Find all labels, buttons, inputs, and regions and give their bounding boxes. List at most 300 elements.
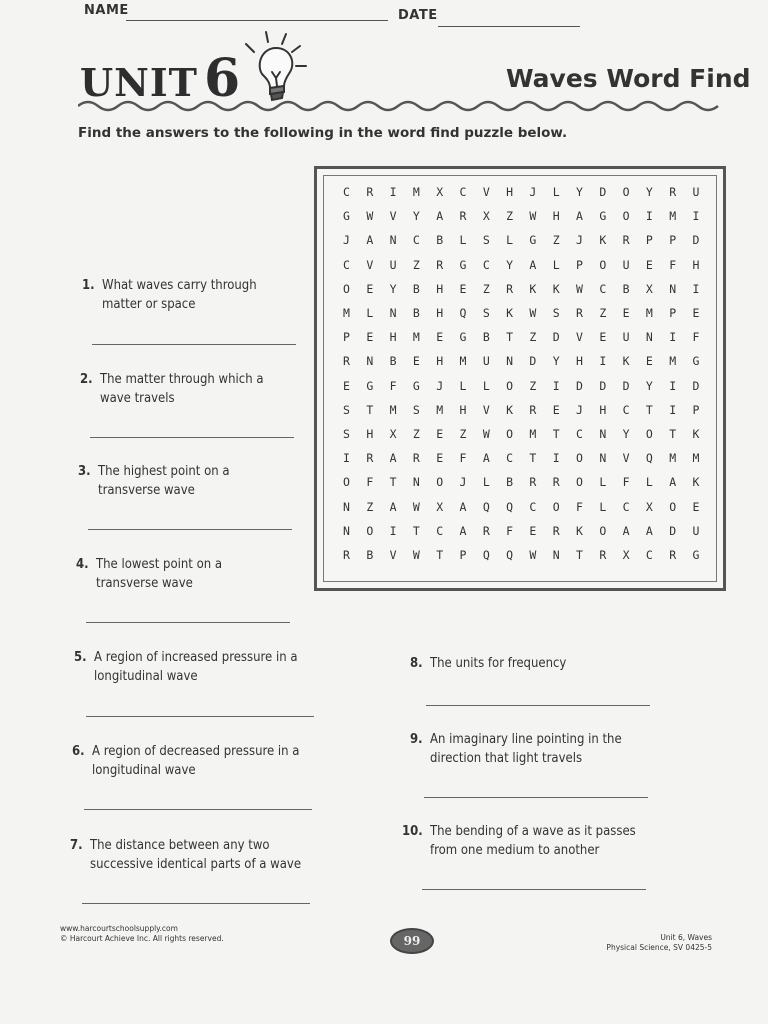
puzzle-letter[interactable]: E	[622, 306, 630, 320]
puzzle-letter[interactable]: A	[366, 233, 374, 248]
puzzle-letter[interactable]: O	[576, 451, 583, 466]
puzzle-letter[interactable]: R	[529, 475, 537, 490]
question-7	[70, 836, 301, 874]
puzzle-letter[interactable]: C	[622, 402, 630, 417]
puzzle-letter[interactable]: K	[692, 427, 700, 441]
puzzle-letter[interactable]: U	[622, 330, 630, 345]
puzzle-letter[interactable]: O	[669, 499, 677, 514]
puzzle-letter[interactable]: R	[343, 354, 350, 369]
puzzle-letter[interactable]: B	[389, 354, 397, 369]
puzzle-letter[interactable]: S	[482, 233, 490, 248]
answer-line-3[interactable]	[88, 529, 292, 530]
puzzle-letter[interactable]: Z	[412, 257, 420, 272]
puzzle-letter[interactable]: R	[669, 185, 677, 199]
puzzle-letter[interactable]: Q	[506, 548, 514, 562]
puzzle-letter[interactable]: T	[529, 451, 537, 466]
puzzle-letter[interactable]: G	[692, 548, 700, 562]
puzzle-letter[interactable]: X	[645, 281, 653, 296]
puzzle-letter[interactable]: P	[669, 233, 677, 248]
puzzle-letter[interactable]: I	[669, 330, 677, 345]
puzzle-letter[interactable]: N	[599, 427, 607, 441]
question-1	[82, 276, 257, 314]
answer-line-8[interactable]	[426, 705, 650, 706]
puzzle-letter[interactable]: E	[366, 330, 374, 345]
puzzle-letter[interactable]: Y	[412, 209, 420, 224]
puzzle-letter[interactable]: F	[366, 475, 374, 490]
puzzle-letter[interactable]: S	[343, 402, 350, 417]
puzzle-letter[interactable]: J	[576, 233, 583, 248]
puzzle-letter[interactable]: Z	[459, 427, 467, 441]
puzzle-letter[interactable]: N	[389, 306, 397, 320]
puzzle-letter[interactable]: Z	[482, 281, 490, 296]
puzzle-letter[interactable]: B	[622, 281, 630, 296]
puzzle-letter[interactable]: C	[343, 257, 350, 272]
puzzle-letter[interactable]: Z	[552, 233, 560, 248]
puzzle-letter[interactable]: C	[576, 427, 583, 441]
question-number: 1.	[82, 278, 95, 293]
puzzle-letter[interactable]: I	[389, 185, 397, 199]
puzzle-letter[interactable]: E	[529, 523, 537, 538]
puzzle-letter[interactable]: U	[692, 523, 700, 538]
puzzle-letter[interactable]: H	[366, 427, 374, 441]
puzzle-letter[interactable]: M	[412, 185, 420, 199]
instructions: Find the answers to the following in the word find puzzle below.	[78, 125, 568, 141]
puzzle-letter[interactable]: C	[343, 185, 350, 199]
puzzle-letter[interactable]: R	[482, 523, 490, 538]
puzzle-letter[interactable]: Q	[482, 548, 490, 562]
puzzle-letter[interactable]: I	[669, 402, 677, 417]
puzzle-letter[interactable]: W	[412, 499, 420, 514]
question-number: 6.	[72, 744, 85, 759]
question-number: 2.	[80, 372, 93, 387]
puzzle-letter[interactable]: O	[599, 257, 607, 272]
puzzle-letter[interactable]: L	[482, 475, 490, 490]
puzzle-letter[interactable]: S	[482, 306, 490, 320]
puzzle-letter[interactable]: B	[366, 548, 374, 562]
puzzle-letter[interactable]: E	[436, 330, 444, 345]
puzzle-letter[interactable]: S	[343, 427, 350, 441]
puzzle-letter[interactable]: T	[366, 402, 374, 417]
puzzle-letter[interactable]: P	[576, 257, 583, 272]
wave-divider	[78, 96, 728, 116]
puzzle-letter[interactable]: N	[412, 475, 420, 490]
puzzle-letter[interactable]: F	[669, 257, 677, 272]
question-number: 4.	[76, 557, 89, 572]
puzzle-letter[interactable]: U	[692, 185, 700, 199]
puzzle-letter[interactable]: T	[645, 402, 653, 417]
unit-word: UNIT	[80, 60, 198, 105]
puzzle-letter[interactable]: L	[482, 378, 490, 393]
puzzle-letter[interactable]: Z	[506, 209, 514, 224]
puzzle-letter[interactable]: Y	[506, 257, 514, 272]
puzzle-letter[interactable]: J	[576, 402, 583, 417]
puzzle-letter[interactable]: X	[482, 209, 490, 224]
puzzle-letter[interactable]: I	[552, 451, 560, 466]
website-text: www.harcourtschoolsupply.com	[60, 924, 178, 933]
puzzle-letter[interactable]: Q	[459, 306, 467, 320]
puzzle-letter[interactable]: I	[599, 354, 607, 369]
answer-line-5[interactable]	[86, 716, 314, 717]
puzzle-letter[interactable]: G	[412, 378, 420, 393]
puzzle-letter[interactable]: F	[622, 475, 630, 490]
name-label: NAME	[84, 3, 129, 18]
puzzle-letter[interactable]: O	[343, 281, 350, 296]
puzzle-letter[interactable]: R	[622, 233, 630, 248]
puzzle-letter[interactable]: R	[576, 306, 583, 320]
puzzle-letter[interactable]: D	[599, 185, 607, 199]
puzzle-letter[interactable]: G	[692, 354, 700, 369]
unit-reference: Unit 6, Waves	[660, 933, 712, 942]
puzzle-letter[interactable]: M	[459, 354, 467, 369]
puzzle-letter[interactable]: P	[669, 306, 677, 320]
puzzle-letter[interactable]: A	[482, 451, 490, 466]
puzzle-letter[interactable]: G	[529, 233, 537, 248]
puzzle-letter[interactable]: N	[669, 281, 677, 296]
puzzle-letter[interactable]: A	[576, 209, 583, 224]
puzzle-letter[interactable]: W	[482, 427, 490, 441]
puzzle-letter[interactable]: Y	[645, 378, 653, 393]
puzzle-letter[interactable]: N	[552, 548, 560, 562]
puzzle-letter[interactable]: O	[576, 475, 583, 490]
puzzle-letter[interactable]: Y	[389, 281, 397, 296]
answer-line-6[interactable]	[84, 809, 312, 810]
puzzle-letter[interactable]: K	[506, 306, 514, 320]
puzzle-letter[interactable]: D	[669, 523, 677, 538]
puzzle-letter[interactable]: W	[529, 548, 537, 562]
puzzle-letter[interactable]: B	[506, 475, 514, 490]
puzzle-letter[interactable]: D	[622, 378, 630, 393]
puzzle-letter[interactable]: X	[389, 427, 397, 441]
puzzle-letter[interactable]: F	[692, 330, 700, 345]
puzzle-letter[interactable]: O	[622, 185, 630, 199]
puzzle-letter[interactable]: I	[692, 281, 700, 296]
puzzle-letter[interactable]: E	[645, 257, 653, 272]
puzzle-letter[interactable]: G	[366, 378, 374, 393]
puzzle-letter[interactable]: Y	[576, 185, 583, 199]
puzzle-letter[interactable]: Y	[622, 427, 630, 441]
puzzle-letter[interactable]: M	[645, 306, 653, 320]
puzzle-letter[interactable]: H	[436, 354, 444, 369]
puzzle-letter[interactable]: V	[482, 402, 490, 417]
puzzle-letter[interactable]: E	[436, 451, 444, 466]
puzzle-letter[interactable]: D	[599, 378, 607, 393]
puzzle-letter[interactable]: G	[343, 209, 350, 224]
puzzle-letter[interactable]: R	[669, 548, 677, 562]
word-find-puzzle	[314, 166, 726, 591]
puzzle-letter[interactable]: A	[645, 523, 653, 538]
puzzle-letter[interactable]: E	[343, 378, 350, 393]
puzzle-letter[interactable]: O	[436, 475, 444, 490]
answer-line-2[interactable]	[90, 437, 294, 438]
puzzle-letter[interactable]: M	[669, 354, 677, 369]
answer-line-4[interactable]	[86, 622, 290, 623]
puzzle-letter[interactable]: D	[576, 378, 583, 393]
date-line[interactable]	[438, 26, 580, 27]
puzzle-letter[interactable]: M	[436, 402, 444, 417]
puzzle-letter[interactable]: L	[645, 475, 653, 490]
puzzle-letter[interactable]: T	[436, 548, 444, 562]
puzzle-letter[interactable]: P	[343, 330, 350, 345]
puzzle-letter[interactable]: Z	[599, 306, 607, 320]
puzzle-letter[interactable]: R	[552, 523, 560, 538]
question-text: The bending of a wave as it passes from one medium to another	[430, 824, 636, 858]
puzzle-letter[interactable]: U	[482, 354, 490, 369]
puzzle-letter[interactable]: S	[552, 306, 560, 320]
puzzle-letter[interactable]: X	[645, 499, 653, 514]
puzzle-letter[interactable]: F	[506, 523, 514, 538]
puzzle-letter[interactable]: G	[459, 330, 467, 345]
puzzle-letter[interactable]: M	[412, 330, 420, 345]
puzzle-letter[interactable]: Q	[482, 499, 490, 514]
puzzle-letter[interactable]: R	[366, 185, 374, 199]
question-number: 5.	[74, 650, 87, 665]
puzzle-letter[interactable]: Y	[552, 354, 560, 369]
puzzle-letter[interactable]: A	[459, 523, 467, 538]
puzzle-letter[interactable]: D	[552, 330, 560, 345]
puzzle-letter[interactable]: O	[506, 427, 514, 441]
puzzle-letter[interactable]: T	[389, 475, 397, 490]
book-reference: Physical Science, SV 0425-5	[606, 943, 712, 952]
puzzle-letter[interactable]: C	[645, 548, 653, 562]
puzzle-letter[interactable]: I	[343, 451, 350, 466]
puzzle-letter[interactable]: H	[389, 330, 397, 345]
puzzle-letter[interactable]: M	[529, 427, 537, 441]
puzzle-letter[interactable]: N	[343, 523, 350, 538]
puzzle-letter[interactable]: H	[436, 306, 444, 320]
puzzle-letter[interactable]: E	[412, 354, 420, 369]
puzzle-letter[interactable]: D	[529, 354, 537, 369]
question-2	[80, 370, 264, 408]
puzzle-letter[interactable]: C	[459, 185, 467, 199]
puzzle-letter[interactable]: O	[599, 523, 607, 538]
answer-line-10[interactable]	[422, 889, 646, 890]
puzzle-letter[interactable]: L	[599, 499, 607, 514]
question-9	[410, 730, 622, 768]
puzzle-letter[interactable]: T	[669, 427, 677, 441]
question-10	[402, 822, 636, 860]
puzzle-letter[interactable]: Q	[506, 499, 514, 514]
puzzle-letter[interactable]: F	[389, 378, 397, 393]
puzzle-letter[interactable]: X	[622, 548, 630, 562]
puzzle-letter[interactable]: H	[459, 402, 467, 417]
puzzle-letter[interactable]: B	[436, 233, 444, 248]
question-text: A region of increased pressure in a longitudinal wave	[94, 650, 298, 684]
question-text: The matter through which a wave travels	[100, 372, 264, 406]
puzzle-letter[interactable]: S	[412, 402, 420, 417]
puzzle-letter[interactable]: H	[436, 281, 444, 296]
puzzle-letter[interactable]: V	[576, 330, 583, 345]
puzzle-letter[interactable]: A	[622, 523, 630, 538]
puzzle-letter[interactable]: R	[506, 281, 514, 296]
puzzle-letter[interactable]: U	[389, 257, 397, 272]
puzzle-letter[interactable]: I	[552, 378, 560, 393]
puzzle-letter[interactable]: A	[436, 209, 444, 224]
puzzle-letter[interactable]: V	[622, 451, 630, 466]
puzzle-letter[interactable]: W	[576, 281, 583, 296]
puzzle-letter[interactable]: W	[529, 306, 537, 320]
puzzle-letter[interactable]: F	[459, 451, 467, 466]
puzzle-letter[interactable]: L	[552, 185, 560, 199]
puzzle-letter[interactable]: G	[459, 257, 467, 272]
answer-line-7[interactable]	[82, 903, 310, 904]
puzzle-letter[interactable]: W	[529, 209, 537, 224]
copyright-text: © Harcourt Achieve Inc. All rights reserved.	[60, 934, 224, 943]
puzzle-letter[interactable]: H	[576, 354, 583, 369]
puzzle-letter[interactable]: I	[669, 378, 677, 393]
question-number: 3.	[78, 464, 91, 479]
puzzle-letter[interactable]: Q	[645, 451, 653, 466]
puzzle-letter[interactable]: A	[389, 451, 397, 466]
puzzle-letter[interactable]: L	[459, 378, 467, 393]
question-text: The lowest point on a transverse wave	[96, 557, 223, 591]
puzzle-letter[interactable]: J	[529, 185, 537, 199]
question-6	[72, 742, 299, 780]
puzzle-letter[interactable]: V	[389, 548, 397, 562]
puzzle-letter[interactable]: R	[436, 257, 444, 272]
puzzle-letter[interactable]: J	[459, 475, 467, 490]
puzzle-letter[interactable]: B	[412, 281, 420, 296]
answer-line-9[interactable]	[424, 797, 648, 798]
puzzle-letter[interactable]: R	[412, 451, 420, 466]
puzzle-letter[interactable]: E	[552, 402, 560, 417]
puzzle-letter[interactable]: H	[692, 257, 700, 272]
puzzle-letter[interactable]: R	[529, 402, 537, 417]
puzzle-letter[interactable]: J	[343, 233, 350, 248]
question-text: An imaginary line pointing in the direction that light travels	[430, 732, 622, 766]
puzzle-letter[interactable]: B	[412, 306, 420, 320]
puzzle-letter[interactable]: A	[389, 499, 397, 514]
puzzle-letter[interactable]: F	[576, 499, 583, 514]
puzzle-letter[interactable]: R	[343, 548, 350, 562]
puzzle-letter[interactable]: Z	[529, 330, 537, 345]
puzzle-letter[interactable]: A	[669, 475, 677, 490]
question-text: A region of decreased pressure in a longitudinal wave	[92, 744, 300, 778]
puzzle-letter[interactable]: N	[645, 330, 653, 345]
puzzle-letter[interactable]: H	[552, 209, 560, 224]
name-line[interactable]	[126, 20, 388, 21]
puzzle-letter[interactable]: L	[366, 306, 374, 320]
puzzle-letter[interactable]: C	[412, 233, 420, 248]
puzzle-letter[interactable]: L	[459, 233, 467, 248]
puzzle-letter[interactable]: M	[669, 451, 677, 466]
puzzle-letter[interactable]: X	[436, 185, 444, 199]
puzzle-letter[interactable]: T	[506, 330, 514, 345]
puzzle-letter[interactable]: P	[645, 233, 653, 248]
puzzle-letter[interactable]: K	[552, 281, 560, 296]
puzzle-letter[interactable]: C	[436, 523, 444, 538]
puzzle-letter[interactable]: O	[552, 499, 560, 514]
puzzle-letter[interactable]: M	[669, 209, 677, 224]
puzzle-letter[interactable]: C	[529, 499, 537, 514]
puzzle-letter[interactable]: G	[599, 209, 607, 224]
puzzle-letter[interactable]: D	[692, 233, 700, 248]
puzzle-letter[interactable]: O	[645, 427, 653, 441]
puzzle-letter[interactable]: X	[436, 499, 444, 514]
puzzle-letter[interactable]: R	[459, 209, 467, 224]
puzzle-letter[interactable]: V	[389, 209, 397, 224]
puzzle-letter[interactable]: E	[692, 499, 700, 514]
puzzle-letter[interactable]: J	[436, 378, 444, 393]
puzzle-letter[interactable]: E	[366, 281, 374, 296]
puzzle-letter[interactable]: K	[506, 402, 514, 417]
puzzle-letter[interactable]: A	[529, 257, 537, 272]
puzzle-letter[interactable]: L	[599, 475, 607, 490]
puzzle-letter[interactable]: N	[343, 499, 350, 514]
puzzle-letter[interactable]: C	[599, 281, 607, 296]
puzzle-letter[interactable]: H	[599, 402, 607, 417]
puzzle-letter[interactable]: C	[622, 499, 630, 514]
puzzle-letter[interactable]: Y	[645, 185, 653, 199]
puzzle-letter[interactable]: E	[692, 306, 700, 320]
puzzle-letter[interactable]: Z	[412, 427, 420, 441]
puzzle-letter[interactable]: E	[459, 281, 467, 296]
puzzle-letter[interactable]: E	[645, 354, 653, 369]
puzzle-letter[interactable]: R	[599, 548, 607, 562]
puzzle-letter[interactable]: D	[692, 378, 700, 393]
puzzle-letter[interactable]: T	[412, 523, 420, 538]
puzzle-letter[interactable]: O	[343, 475, 350, 490]
puzzle-letter[interactable]: K	[622, 354, 630, 369]
question-text: The units for frequency	[430, 656, 567, 671]
puzzle-letter[interactable]: N	[506, 354, 514, 369]
worksheet-title: Waves Word Find	[506, 64, 751, 93]
puzzle-letter[interactable]: E	[599, 330, 607, 345]
puzzle-letter[interactable]: N	[599, 451, 607, 466]
question-8	[410, 654, 566, 673]
puzzle-letter[interactable]: E	[436, 427, 444, 441]
question-5	[74, 648, 298, 686]
puzzle-letter[interactable]: C	[506, 451, 514, 466]
puzzle-letter[interactable]: K	[692, 475, 700, 490]
puzzle-letter[interactable]: O	[506, 378, 514, 393]
puzzle-letter[interactable]: K	[576, 523, 583, 538]
puzzle-letter[interactable]: P	[692, 402, 700, 417]
puzzle-letter[interactable]: T	[552, 427, 560, 441]
puzzle-letter[interactable]: I	[645, 209, 653, 224]
puzzle-letter[interactable]: T	[576, 548, 583, 562]
puzzle-letter[interactable]: O	[622, 209, 630, 224]
puzzle-letter[interactable]: L	[552, 257, 560, 272]
answer-line-1[interactable]	[92, 344, 296, 345]
puzzle-letter[interactable]: V	[482, 185, 490, 199]
puzzle-letter[interactable]: C	[482, 257, 490, 272]
puzzle-letter[interactable]: O	[366, 523, 374, 538]
puzzle-letter[interactable]: N	[389, 233, 397, 248]
puzzle-letter[interactable]: W	[366, 209, 374, 224]
puzzle-letter[interactable]: N	[366, 354, 374, 369]
puzzle-letter[interactable]: K	[529, 281, 537, 296]
puzzle-letter[interactable]: V	[366, 257, 374, 272]
puzzle-letter[interactable]: R	[366, 451, 374, 466]
puzzle-letter[interactable]: I	[692, 209, 700, 224]
puzzle-letter[interactable]: W	[412, 548, 420, 562]
question-number: 9.	[410, 732, 423, 747]
puzzle-letter[interactable]: M	[343, 306, 350, 320]
puzzle-letter[interactable]: L	[506, 233, 514, 248]
puzzle-letter[interactable]: U	[622, 257, 630, 272]
puzzle-letter[interactable]: K	[599, 233, 607, 248]
puzzle-letter[interactable]: Z	[366, 499, 374, 514]
puzzle-letter[interactable]: A	[459, 499, 467, 514]
puzzle-letter[interactable]: I	[389, 523, 397, 538]
puzzle-letter[interactable]: Z	[529, 378, 537, 393]
puzzle-letter[interactable]: M	[692, 451, 700, 466]
puzzle-letter[interactable]: R	[552, 475, 560, 490]
puzzle-letter[interactable]: M	[389, 402, 397, 417]
puzzle-letter[interactable]: P	[459, 548, 467, 562]
puzzle-letter[interactable]: H	[506, 185, 514, 199]
puzzle-letter[interactable]: B	[482, 330, 490, 345]
